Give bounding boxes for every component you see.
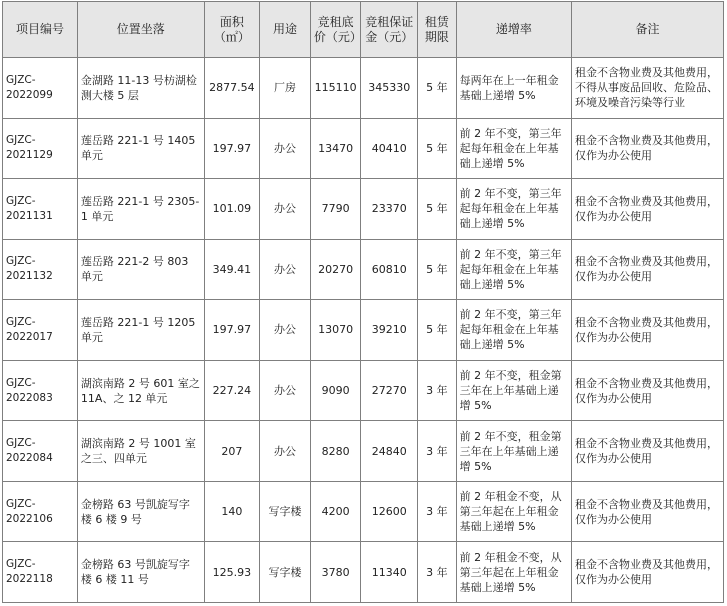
cell-note: 租金不含物业费及其他费用，仅作为办公使用 (572, 360, 724, 421)
cell-deposit: 24840 (361, 421, 418, 482)
cell-deposit: 11340 (361, 542, 418, 603)
cell-location: 莲岳路 221-1 号 2305-1 单元 (77, 179, 204, 240)
cell-rate: 前 2 年租金不变，从第三年起在上年租金基础上递增 5% (456, 542, 571, 603)
cell-term: 3 年 (418, 360, 456, 421)
cell-use: 办公 (260, 421, 311, 482)
cell-term: 5 年 (418, 300, 456, 361)
cell-deposit: 40410 (361, 118, 418, 179)
header-area: 面积（㎡） (204, 2, 260, 58)
cell-area: 197.97 (204, 300, 260, 361)
cell-note: 租金不含物业费及其他费用，仅作为办公使用 (572, 421, 724, 482)
cell-base-price: 3780 (310, 542, 361, 603)
cell-area: 125.93 (204, 542, 260, 603)
cell-rate: 前 2 年不变，第三年起每年租金在上年基础上递增 5% (456, 179, 571, 240)
cell-base-price: 13070 (310, 300, 361, 361)
cell-deposit: 12600 (361, 481, 418, 542)
cell-deposit: 60810 (361, 239, 418, 300)
cell-term: 5 年 (418, 58, 456, 119)
cell-id: GJZC-2022017 (3, 300, 78, 361)
cell-location: 金榜路 63 号凯旋写字楼 6 楼 11 号 (77, 542, 204, 603)
cell-term: 3 年 (418, 421, 456, 482)
header-use: 用途 (260, 2, 311, 58)
cell-rate: 前 2 年租金不变，从第三年起在上年租金基础上递增 5% (456, 481, 571, 542)
header-id: 项目编号 (3, 2, 78, 58)
cell-location: 湖滨南路 2 号 601 室之 11A、之 12 单元 (77, 360, 204, 421)
header-base-price: 竞租底价（元） (310, 2, 361, 58)
table-row (3, 58, 724, 119)
cell-use: 写字楼 (260, 542, 311, 603)
table-row (3, 421, 724, 482)
header-term: 租赁期限 (418, 2, 456, 58)
cell-deposit: 345330 (361, 58, 418, 119)
table-row (3, 239, 724, 300)
table-row (3, 481, 724, 542)
cell-note: 租金不含物业费及其他费用，仅作为办公使用 (572, 179, 724, 240)
cell-use: 办公 (260, 360, 311, 421)
header-row (3, 2, 724, 58)
cell-base-price: 8280 (310, 421, 361, 482)
cell-area: 349.41 (204, 239, 260, 300)
cell-note: 租金不含物业费及其他费用，仅作为办公使用 (572, 481, 724, 542)
cell-deposit: 27270 (361, 360, 418, 421)
cell-area: 227.24 (204, 360, 260, 421)
cell-use: 办公 (260, 179, 311, 240)
cell-use: 办公 (260, 300, 311, 361)
cell-base-price: 115110 (310, 58, 361, 119)
cell-note: 租金不含物业费及其他费用，仅作为办公使用 (572, 542, 724, 603)
cell-deposit: 23370 (361, 179, 418, 240)
header-location: 位置坐落 (77, 2, 204, 58)
header-rate: 递增率 (456, 2, 571, 58)
cell-location: 金湖路 11-13 号枋湖检测大楼 5 层 (77, 58, 204, 119)
cell-id: GJZC-2022106 (3, 481, 78, 542)
table-row (3, 118, 724, 179)
cell-deposit: 39210 (361, 300, 418, 361)
cell-rate: 前 2 年不变，租金第三年在上年基础上递增 5% (456, 360, 571, 421)
cell-base-price: 9090 (310, 360, 361, 421)
cell-location: 莲岳路 221-2 号 803 单元 (77, 239, 204, 300)
table-row (3, 179, 724, 240)
cell-base-price: 4200 (310, 481, 361, 542)
cell-location: 金榜路 63 号凯旋写字楼 6 楼 9 号 (77, 481, 204, 542)
cell-term: 5 年 (418, 239, 456, 300)
cell-base-price: 7790 (310, 179, 361, 240)
cell-id: GJZC-2021129 (3, 118, 78, 179)
cell-use: 办公 (260, 118, 311, 179)
cell-area: 197.97 (204, 118, 260, 179)
lease-table (2, 1, 724, 603)
cell-rate: 前 2 年不变，第三年起每年租金在上年基础上递增 5% (456, 118, 571, 179)
cell-location: 湖滨南路 2 号 1001 室之三、四单元 (77, 421, 204, 482)
cell-note: 租金不含物业费及其他费用，仅作为办公使用 (572, 239, 724, 300)
cell-term: 5 年 (418, 179, 456, 240)
cell-base-price: 13470 (310, 118, 361, 179)
header-note: 备注 (572, 2, 724, 58)
cell-id: GJZC-2022099 (3, 58, 78, 119)
cell-id: GJZC-2021132 (3, 239, 78, 300)
cell-use: 写字楼 (260, 481, 311, 542)
cell-term: 5 年 (418, 118, 456, 179)
cell-base-price: 20270 (310, 239, 361, 300)
cell-area: 101.09 (204, 179, 260, 240)
cell-id: GJZC-2021131 (3, 179, 78, 240)
cell-note: 租金不含物业费及其他费用，仅作为办公使用 (572, 300, 724, 361)
cell-use: 厂房 (260, 58, 311, 119)
cell-id: GJZC-2022083 (3, 360, 78, 421)
cell-term: 3 年 (418, 481, 456, 542)
cell-use: 办公 (260, 239, 311, 300)
cell-location: 莲岳路 221-1 号 1205 单元 (77, 300, 204, 361)
cell-location: 莲岳路 221-1 号 1405 单元 (77, 118, 204, 179)
cell-rate: 前 2 年不变，第三年起每年租金在上年基础上递增 5% (456, 300, 571, 361)
cell-area: 2877.54 (204, 58, 260, 119)
cell-note: 租金不含物业费及其他费用，不得从事废品回收、危险品、环境及噪音污染等行业 (572, 58, 724, 119)
table-row (3, 360, 724, 421)
table-row (3, 542, 724, 603)
cell-id: GJZC-2022084 (3, 421, 78, 482)
cell-rate: 前 2 年不变，租金第三年在上年基础上递增 5% (456, 421, 571, 482)
cell-area: 207 (204, 421, 260, 482)
cell-term: 3 年 (418, 542, 456, 603)
table-row (3, 300, 724, 361)
cell-id: GJZC-2022118 (3, 542, 78, 603)
cell-rate: 前 2 年不变，第三年起每年租金在上年基础上递增 5% (456, 239, 571, 300)
cell-rate: 每两年在上一年租金基础上递增 5% (456, 58, 571, 119)
header-deposit: 竞租保证金（元） (361, 2, 418, 58)
cell-note: 租金不含物业费及其他费用，仅作为办公使用 (572, 118, 724, 179)
cell-area: 140 (204, 481, 260, 542)
